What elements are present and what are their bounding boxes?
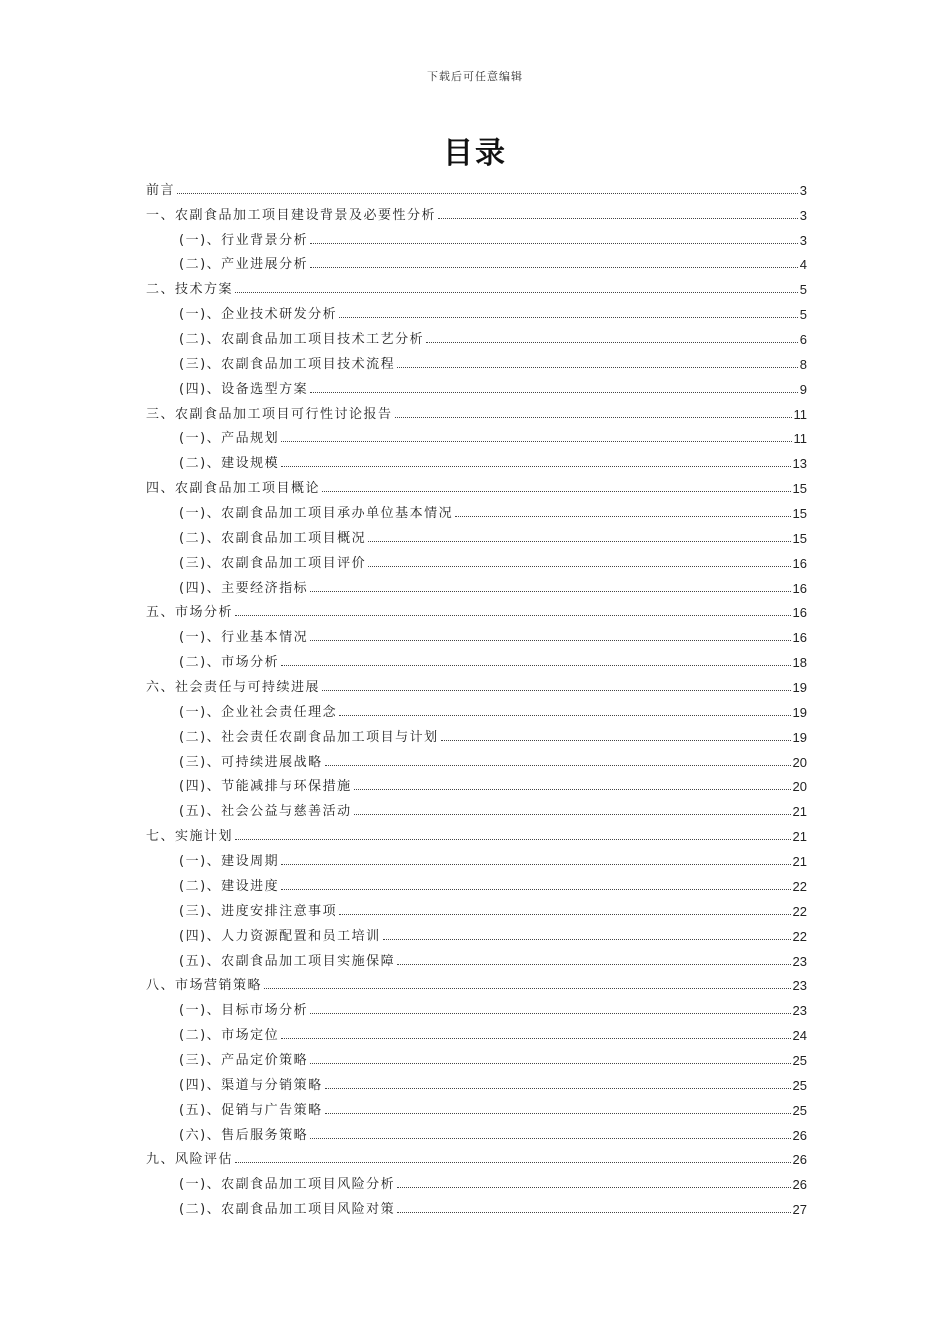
toc-entry[interactable] (146, 523, 807, 548)
toc-entry[interactable] (146, 921, 807, 946)
toc-entry-page-number: 3 (799, 207, 807, 223)
toc-entry[interactable] (146, 821, 807, 846)
toc-entry-page-number: 21 (792, 854, 807, 870)
toc-entry-page-number: 16 (792, 605, 807, 621)
toc-entry[interactable] (146, 324, 807, 349)
toc-entry-page-number: 9 (799, 381, 807, 397)
toc-dot-leader (368, 541, 790, 542)
toc-entry-label: 五、市场分析 (146, 605, 234, 621)
page-header: 下载后可任意编辑 (427, 70, 523, 83)
toc-entry-label: (一)、产品规划 (179, 431, 280, 447)
toc-dot-leader (325, 1088, 791, 1089)
toc-entry-page-number: 20 (792, 779, 807, 795)
toc-entry[interactable] (146, 971, 807, 996)
toc-entry[interactable] (146, 1169, 807, 1194)
toc-entry-label: (二)、市场定位 (179, 1028, 280, 1044)
toc-dot-leader (310, 243, 798, 244)
toc-entry-page-number: 22 (792, 928, 807, 944)
toc-entry-page-number: 25 (792, 1077, 807, 1093)
toc-entry[interactable] (146, 622, 807, 647)
toc-dot-leader (281, 889, 790, 890)
toc-entry[interactable] (146, 250, 807, 275)
toc-entry-page-number: 3 (799, 232, 807, 248)
toc-entry-page-number: 26 (792, 1127, 807, 1143)
toc-entry-label: 八、市场营销策略 (146, 978, 263, 994)
toc-entry-label: (二)、农副食品加工项目风险对策 (179, 1202, 396, 1218)
toc-entry[interactable] (146, 399, 807, 424)
toc-entry-label: 七、实施计划 (146, 829, 234, 845)
toc-dot-leader (235, 292, 798, 293)
toc-entry[interactable] (146, 995, 807, 1020)
toc-entry-label: 一、农副食品加工项目建设背景及必要性分析 (146, 207, 437, 223)
toc-entry-page-number: 16 (792, 630, 807, 646)
toc-entry-label: 前言 (146, 182, 176, 198)
toc-entry-label: (二)、建设进度 (179, 878, 280, 894)
toc-entry-page-number: 26 (792, 1152, 807, 1168)
toc-entry[interactable] (146, 374, 807, 399)
toc-entry-page-number: 19 (792, 704, 807, 720)
toc-entry-label: (四)、渠道与分销策略 (179, 1077, 323, 1093)
toc-entry-label: (四)、人力资源配置和员工培训 (179, 928, 381, 944)
toc-entry[interactable] (146, 1070, 807, 1095)
toc-dot-leader (383, 939, 791, 940)
toc-dot-leader (310, 1138, 790, 1139)
toc-entry[interactable] (146, 946, 807, 971)
toc-entry[interactable] (146, 424, 807, 449)
toc-dot-leader (441, 740, 791, 741)
toc-dot-leader (339, 715, 790, 716)
toc-entry-page-number: 5 (799, 282, 807, 298)
toc-entry[interactable] (146, 697, 807, 722)
toc-entry[interactable] (146, 225, 807, 250)
toc-entry-page-number: 19 (792, 729, 807, 745)
toc-entry[interactable] (146, 200, 807, 225)
toc-entry-page-number: 15 (792, 506, 807, 522)
toc-entry[interactable] (146, 1095, 807, 1120)
toc-entry-label: (五)、社会公益与慈善活动 (179, 804, 352, 820)
toc-dot-leader (325, 1113, 791, 1114)
toc-entry-label: (三)、可持续进展战略 (179, 754, 323, 770)
toc-entry[interactable] (146, 598, 807, 623)
toc-entry[interactable] (146, 473, 807, 498)
toc-entry-page-number: 11 (793, 431, 807, 447)
toc-dot-leader (397, 1187, 790, 1188)
toc-dot-leader (322, 491, 791, 492)
toc-dot-leader (281, 665, 790, 666)
toc-entry-label: (一)、农副食品加工项目承办单位基本情况 (179, 506, 454, 522)
toc-entry-page-number: 18 (792, 655, 807, 671)
toc-entry-page-number: 3 (799, 182, 807, 198)
toc-entry[interactable] (146, 175, 807, 200)
toc-dot-leader (339, 317, 798, 318)
table-of-contents (146, 175, 807, 1219)
toc-entry[interactable] (146, 274, 807, 299)
toc-entry-label: (一)、建设周期 (179, 854, 280, 870)
toc-entry-label: 九、风险评估 (146, 1152, 234, 1168)
toc-entry-label: (二)、产业进展分析 (179, 257, 309, 273)
toc-dot-leader (354, 814, 791, 815)
toc-dot-leader (235, 1162, 791, 1163)
toc-dot-leader (455, 516, 790, 517)
toc-entry-label: (五)、促销与广告策略 (179, 1102, 323, 1118)
toc-dot-leader (310, 591, 790, 592)
toc-dot-leader (310, 640, 790, 641)
toc-dot-leader (310, 1013, 790, 1014)
toc-entry-label: (一)、企业技术研发分析 (179, 307, 338, 323)
toc-dot-leader (281, 441, 791, 442)
toc-entry-label: (二)、农副食品加工项目技术工艺分析 (179, 332, 425, 348)
toc-entry-page-number: 24 (792, 1028, 807, 1044)
toc-entry-label: (二)、市场分析 (179, 655, 280, 671)
toc-entry-page-number: 25 (792, 1052, 807, 1068)
toc-entry-label: (一)、行业基本情况 (179, 630, 309, 646)
toc-entry-page-number: 15 (792, 530, 807, 546)
toc-entry-page-number: 23 (792, 1003, 807, 1019)
toc-entry-page-number: 21 (792, 804, 807, 820)
toc-entry-label: (三)、产品定价策略 (179, 1052, 309, 1068)
toc-entry-label: (四)、节能减排与环保措施 (179, 779, 352, 795)
toc-entry-label: (三)、农副食品加工项目技术流程 (179, 356, 396, 372)
toc-entry-page-number: 16 (792, 555, 807, 571)
toc-entry[interactable] (146, 573, 807, 598)
toc-entry-label: (三)、农副食品加工项目评价 (179, 555, 367, 571)
toc-entry[interactable] (146, 896, 807, 921)
toc-entry[interactable] (146, 299, 807, 324)
toc-entry-page-number: 8 (799, 356, 807, 372)
toc-dot-leader (397, 964, 790, 965)
toc-entry[interactable] (146, 1145, 807, 1170)
toc-entry-page-number: 13 (792, 456, 807, 472)
toc-entry-label: (六)、售后服务策略 (179, 1127, 309, 1143)
toc-entry[interactable] (146, 672, 807, 697)
toc-entry-label: (三)、进度安排注意事项 (179, 903, 338, 919)
toc-dot-leader (310, 1063, 790, 1064)
toc-dot-leader (354, 789, 791, 790)
toc-entry[interactable] (146, 722, 807, 747)
toc-entry[interactable] (146, 548, 807, 573)
toc-entry-page-number: 19 (792, 680, 807, 696)
toc-dot-leader (368, 566, 790, 567)
toc-entry-page-number: 23 (792, 953, 807, 969)
toc-entry-page-number: 15 (792, 481, 807, 497)
toc-entry-label: (二)、社会责任农副食品加工项目与计划 (179, 729, 439, 745)
page-title: 目录 (443, 136, 507, 171)
toc-entry[interactable] (146, 349, 807, 374)
toc-dot-leader (426, 342, 798, 343)
toc-entry[interactable] (146, 647, 807, 672)
toc-entry-label: (一)、行业背景分析 (179, 232, 309, 248)
toc-entry-label: (四)、设备选型方案 (179, 381, 309, 397)
toc-dot-leader (235, 615, 791, 616)
toc-entry-page-number: 26 (792, 1177, 807, 1193)
toc-dot-leader (322, 690, 791, 691)
toc-entry-label: 二、技术方案 (146, 282, 234, 298)
toc-entry-page-number: 25 (792, 1102, 807, 1118)
toc-dot-leader (339, 914, 790, 915)
toc-entry-label: (二)、农副食品加工项目概况 (179, 530, 367, 546)
toc-entry[interactable] (146, 448, 807, 473)
toc-dot-leader (397, 1212, 790, 1213)
toc-entry[interactable] (146, 1120, 807, 1145)
toc-entry-label: 三、农副食品加工项目可行性讨论报告 (146, 406, 393, 422)
toc-entry-page-number: 23 (792, 978, 807, 994)
toc-entry-page-number: 4 (799, 257, 807, 273)
toc-dot-leader (281, 1038, 790, 1039)
toc-entry-page-number: 27 (792, 1202, 807, 1218)
toc-dot-leader (281, 466, 790, 467)
toc-dot-leader (395, 417, 792, 418)
toc-entry-page-number: 11 (793, 406, 807, 422)
toc-entry-page-number: 21 (792, 829, 807, 845)
toc-dot-leader (397, 367, 798, 368)
toc-entry[interactable] (146, 498, 807, 523)
toc-entry-label: (一)、农副食品加工项目风险分析 (179, 1177, 396, 1193)
toc-entry[interactable] (146, 747, 807, 772)
toc-dot-leader (325, 765, 791, 766)
toc-entry[interactable] (146, 871, 807, 896)
toc-dot-leader (281, 864, 790, 865)
toc-entry[interactable] (146, 772, 807, 797)
toc-entry-label: 六、社会责任与可持续进展 (146, 680, 321, 696)
toc-entry-page-number: 20 (792, 754, 807, 770)
toc-entry[interactable] (146, 1020, 807, 1045)
toc-dot-leader (177, 193, 798, 194)
toc-entry-page-number: 22 (792, 878, 807, 894)
toc-entry-page-number: 6 (799, 332, 807, 348)
toc-entry[interactable] (146, 846, 807, 871)
toc-entry-label: (一)、目标市场分析 (179, 1003, 309, 1019)
toc-dot-leader (310, 392, 798, 393)
toc-entry-label: (五)、农副食品加工项目实施保障 (179, 953, 396, 969)
toc-dot-leader (235, 839, 791, 840)
toc-dot-leader (264, 988, 791, 989)
toc-entry-page-number: 22 (792, 903, 807, 919)
toc-dot-leader (310, 267, 798, 268)
toc-entry[interactable] (146, 796, 807, 821)
toc-dot-leader (438, 218, 798, 219)
toc-entry-page-number: 5 (799, 307, 807, 323)
toc-entry-label: (一)、企业社会责任理念 (179, 704, 338, 720)
toc-entry-label: (四)、主要经济指标 (179, 580, 309, 596)
toc-entry[interactable] (146, 1194, 807, 1219)
toc-entry-page-number: 16 (792, 580, 807, 596)
toc-entry-label: 四、农副食品加工项目概论 (146, 481, 321, 497)
toc-entry-label: (二)、建设规模 (179, 456, 280, 472)
toc-entry[interactable] (146, 1045, 807, 1070)
